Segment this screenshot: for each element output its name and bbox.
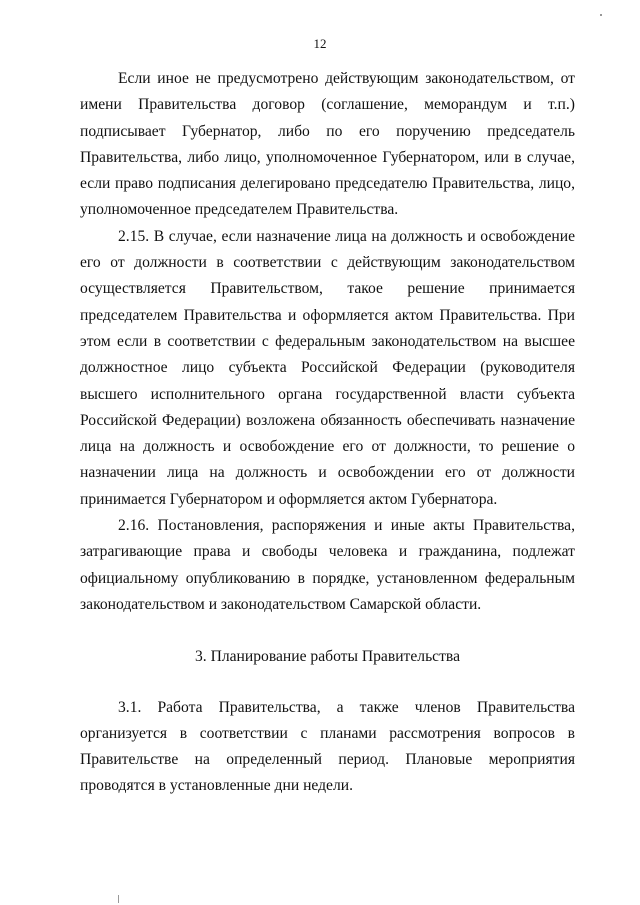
spacer bbox=[80, 671, 575, 695]
paragraph-2-16: 2.16. Постановления, распоряжения и иные акты Правительства, затрагивающие права и свободы человека и гражданина, подлежат официальному опубликованию в порядке, установленном федеральным законодательством и законодательством Самарской области. bbox=[80, 517, 575, 613]
section-heading: 3. Планирование работы Правительства bbox=[195, 648, 460, 666]
page-number: 12 bbox=[313, 36, 327, 51]
paragraph-3-1: 3.1. Работа Правительства, а также членов Правительства организуется в соответствии с планами рассмотрения вопросов в Правительстве на определенный период. Плановые мероприятия проводятся в установленные дни недели. bbox=[80, 698, 575, 795]
document-body bbox=[80, 66, 575, 800]
scan-mark bbox=[118, 895, 119, 903]
scan-speck bbox=[600, 14, 602, 16]
spacer bbox=[80, 618, 575, 644]
paragraph-2-15: 2.15. В случае, если назначение лица на должность и освобождение его от должности в соответствии с действующим законодательством осуществляется Правительством, такое решение принимается председателем Правительства и оформляется актом Правительства. При этом если в соответствии с федеральным законодательством на высшее должностное лицо субъекта Российской Федерации (руководителя высшего исполнительного органа государственной власти субъекта Российской Федерации) возложена обязанность обеспечивать назначение лица на должность и освобождение его от должности, то решение о назначении лица на должность и освобождении его от должности принимается Губернатором и оформляется актом Губернатора. bbox=[80, 227, 575, 508]
paragraph-signing: Если иное не предусмотрено действующим законодательством, от имени Правительства договор (соглашение, меморандум и т.п.) подписывает Губернатор, либо по его поручению председатель Правительства, либо лицо, уполномоченное Губернатором, или в случае, если право подписания делегировано председателю Правительства, лицо, уполномоченное председателем Правительства. bbox=[80, 70, 575, 219]
